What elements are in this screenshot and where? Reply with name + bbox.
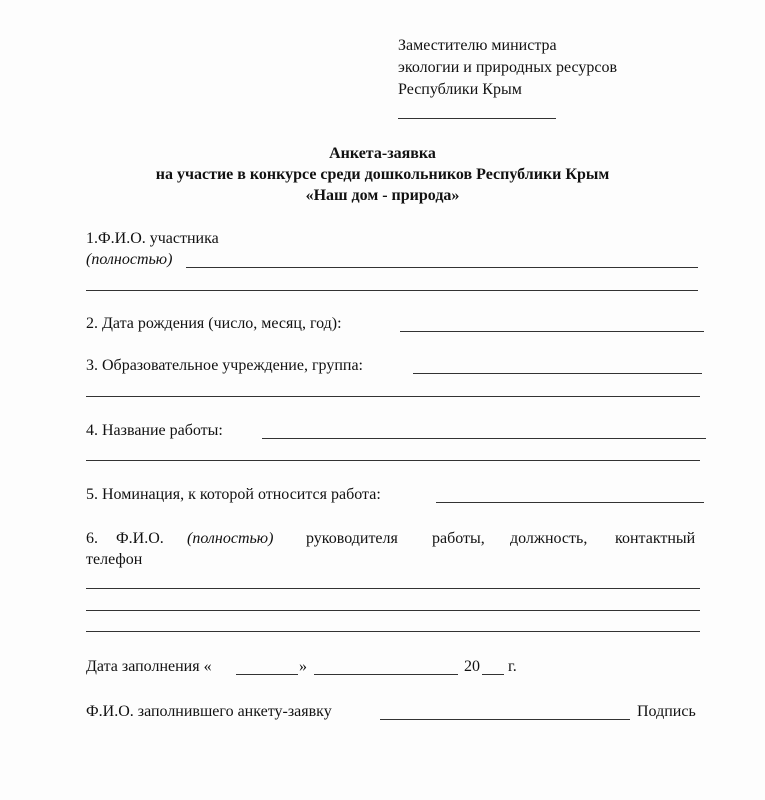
field-2-line[interactable]: [400, 331, 704, 332]
form-title: Анкета-заявка: [329, 145, 436, 162]
addressee-line-1: Заместителю министра: [398, 37, 557, 54]
field-6-word-4: контактный: [615, 530, 696, 547]
field-6-fio: Ф.И.О.: [116, 530, 164, 547]
field-5-label: 5. Номинация, к которой относится работа:: [86, 486, 381, 503]
field-1-line-2[interactable]: [86, 290, 698, 291]
field-5-line[interactable]: [436, 502, 704, 503]
addressee-name-line[interactable]: [398, 118, 556, 119]
contest-name: «Наш дом - природа»: [305, 187, 460, 204]
field-6-word-1: руководителя: [306, 530, 398, 547]
field-6-hint: (полностью): [187, 530, 274, 547]
year-prefix: 20: [464, 658, 480, 675]
field-6-number: 6.: [86, 530, 98, 547]
field-4-line-2[interactable]: [86, 460, 700, 461]
date-quote-close: »: [299, 658, 307, 675]
year-suffix: г.: [508, 658, 517, 675]
filler-label: Ф.И.О. заполнившего анкету-заявку: [86, 703, 332, 720]
field-3-label: 3. Образовательное учреждение, группа:: [86, 357, 363, 374]
addressee-line-2: экологии и природных ресурсов: [398, 59, 618, 76]
date-label: Дата заполнения «: [86, 658, 212, 675]
field-3-line-2[interactable]: [86, 396, 700, 397]
field-2-label: 2. Дата рождения (число, месяц, год):: [86, 315, 342, 332]
field-6-line-3[interactable]: [86, 631, 700, 632]
field-3-line-1[interactable]: [413, 373, 702, 374]
field-6-line-2[interactable]: [86, 610, 700, 611]
field-6-line-2-text: телефон: [86, 551, 143, 568]
field-4-label: 4. Название работы:: [86, 422, 223, 439]
form-subtitle: на участие в конкурсе среди дошкольников Республики Крым: [155, 166, 610, 183]
field-1-line-1[interactable]: [186, 267, 698, 268]
field-4-line-1[interactable]: [262, 438, 706, 439]
date-month-line[interactable]: [314, 674, 458, 675]
field-6-line-1[interactable]: [86, 588, 700, 589]
field-1-hint: (полностью): [86, 251, 173, 268]
date-day-line[interactable]: [236, 674, 298, 675]
field-6-word-2: работы,: [432, 530, 485, 547]
signature-label: Подпись: [637, 703, 696, 720]
field-1-label: 1.Ф.И.О. участника: [86, 230, 219, 247]
addressee-line-3: Республики Крым: [398, 81, 522, 98]
date-year-line[interactable]: [482, 674, 504, 675]
filler-name-line[interactable]: [380, 719, 630, 720]
field-6-word-3: должность,: [510, 530, 588, 547]
